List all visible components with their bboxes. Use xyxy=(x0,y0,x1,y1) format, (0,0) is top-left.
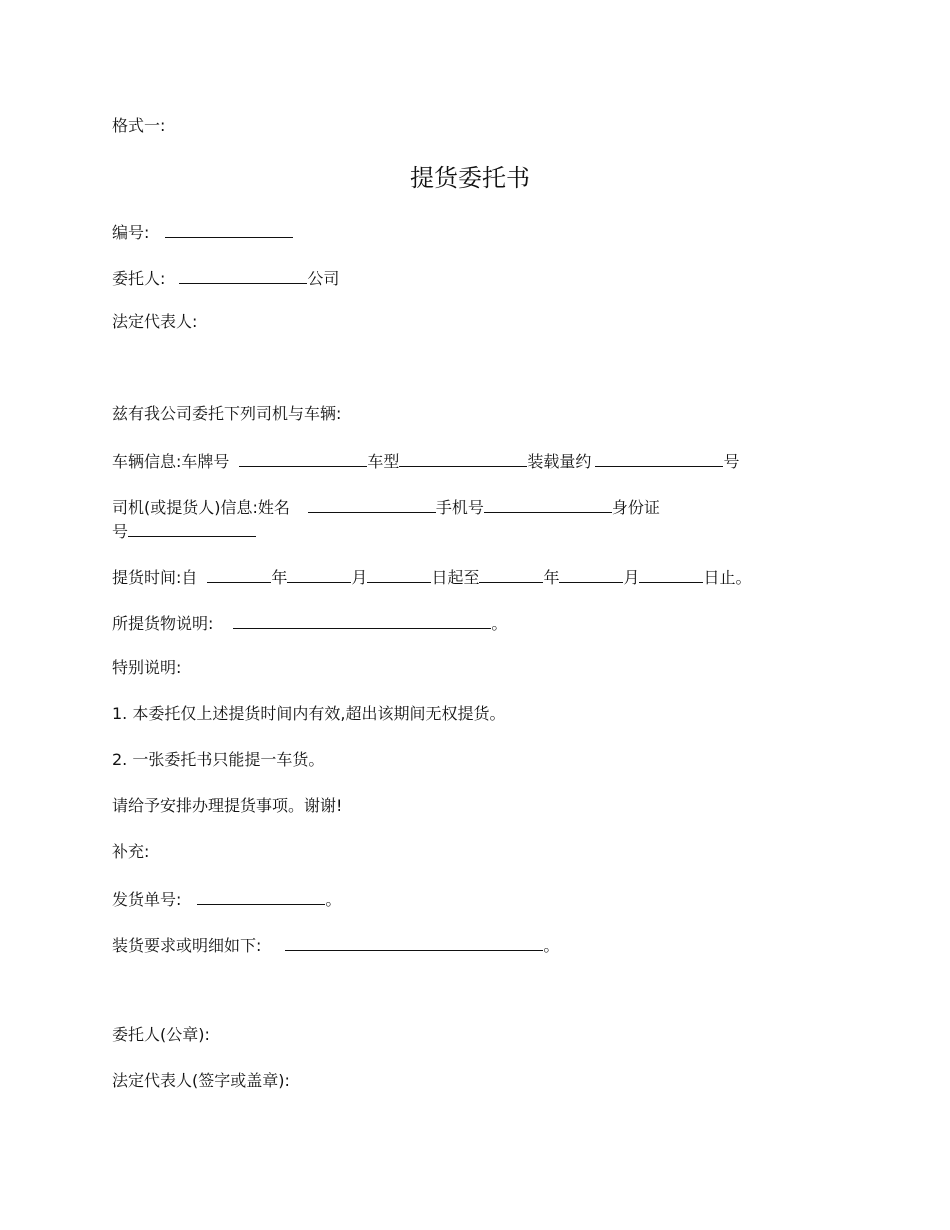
from-month-field[interactable] xyxy=(287,565,351,583)
month-label-2: 月 xyxy=(623,568,640,587)
vehicle-label: 车辆信息:车牌号 xyxy=(112,452,230,471)
format-label: 格式一: xyxy=(112,116,166,135)
driver-label: 司机(或提货人)信息:姓名 xyxy=(112,498,290,517)
loading-line xyxy=(112,933,559,957)
from-year-field[interactable] xyxy=(207,565,271,583)
goods-end: 。 xyxy=(491,614,508,633)
month-label: 月 xyxy=(351,568,368,587)
time-label: 提货时间:自 xyxy=(112,568,198,587)
plate-field[interactable] xyxy=(239,449,367,467)
loading-end: 。 xyxy=(543,936,560,955)
vehicle-model-label: 车型 xyxy=(367,452,400,471)
number-label: 编号: xyxy=(112,223,150,242)
client-label: 委托人: xyxy=(112,269,166,288)
sign-label: 法定代表人(签字或盖章): xyxy=(112,1071,290,1090)
number-field[interactable] xyxy=(165,220,293,238)
driver-id-field[interactable] xyxy=(128,519,256,537)
goods-field[interactable] xyxy=(233,611,491,629)
to-month-field[interactable] xyxy=(559,565,623,583)
driver-id-label-part1: 身份证 xyxy=(611,498,660,517)
vehicle-line xyxy=(112,449,739,473)
to-day-field[interactable] xyxy=(639,565,703,583)
year-label-2: 年 xyxy=(543,568,560,587)
to-year-field[interactable] xyxy=(479,565,543,583)
driver-line xyxy=(112,495,660,519)
shipment-field[interactable] xyxy=(197,887,325,905)
goods-line xyxy=(112,611,507,635)
shipment-label: 发货单号: xyxy=(112,890,182,909)
loading-field[interactable] xyxy=(285,933,543,951)
year-label: 年 xyxy=(271,568,288,587)
loading-label: 装货要求或明细如下: xyxy=(112,936,262,955)
driver-id-line xyxy=(112,519,256,543)
goods-label: 所提货物说明: xyxy=(112,614,214,633)
company-suffix: 公司 xyxy=(307,269,340,288)
client-field[interactable] xyxy=(179,266,307,284)
client-line xyxy=(112,266,339,290)
day-to-label: 日止。 xyxy=(703,568,752,587)
driver-name-field[interactable] xyxy=(308,495,436,513)
from-day-field[interactable] xyxy=(367,565,431,583)
driver-phone-label: 手机号 xyxy=(435,498,484,517)
intro-text: 兹有我公司委托下列司机与车辆: xyxy=(112,404,342,423)
shipment-end: 。 xyxy=(325,890,342,909)
supplement-label: 补充: xyxy=(112,842,150,861)
model-field[interactable] xyxy=(399,449,527,467)
special-label: 特别说明: xyxy=(112,658,182,677)
day-from-label: 日起至 xyxy=(431,568,480,587)
shipment-line xyxy=(112,887,341,911)
seal-label: 委托人(公章): xyxy=(112,1025,210,1044)
vehicle-load-label: 装载量约 xyxy=(527,452,592,471)
number-line xyxy=(112,220,293,244)
driver-phone-field[interactable] xyxy=(484,495,612,513)
vehicle-suffix: 号 xyxy=(723,452,740,471)
time-line xyxy=(112,565,752,589)
load-field[interactable] xyxy=(595,449,723,467)
request-text: 请给予安排办理提货事项。谢谢! xyxy=(112,796,343,815)
document-title: 提货委托书 xyxy=(410,164,530,192)
legal-rep-label: 法定代表人: xyxy=(112,312,198,331)
driver-id-label-part2: 号 xyxy=(112,522,129,541)
note-1: 1. 本委托仅上述提货时间内有效,超出该期间无权提货。 xyxy=(112,704,506,723)
note-2: 2. 一张委托书只能提一车货。 xyxy=(112,750,325,769)
